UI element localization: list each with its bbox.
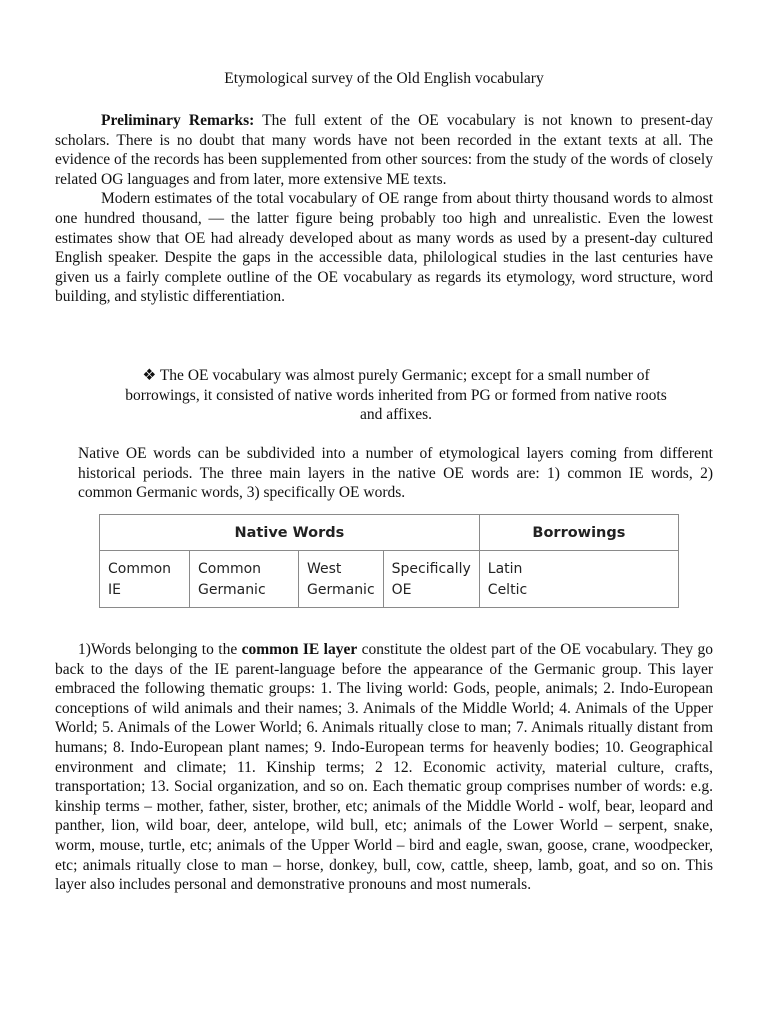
estimates-paragraph: Modern estimates of the total vocabulary of OE range from about thirty thousand words to almost one hundred thousand, — the latter figure being probably too high and unrealistic. Even the lowest estimates show that OE had already developed about as many words as used by a present-day cultured English speaker. Despite the gaps in the accessible data, philological studies in the last centuries have given us a fairly complete outline of the OE vocabulary as regards its etymology, word structure, word building, and stylistic differentiation. xyxy=(55,190,713,306)
bullet-line-3: and affixes. xyxy=(359,406,433,424)
cell-common-germanic: Common Germanic xyxy=(190,551,299,608)
table-header-row xyxy=(100,515,679,551)
bullet-note xyxy=(76,366,716,425)
cell-common-ie: Common IE xyxy=(100,551,190,608)
bullet-line-2: borrowings, it consisted of native words inherited from PG or formed from native roots xyxy=(125,386,667,404)
bullet-line-1: The OE vocabulary was almost purely Germanic; except for a small number of xyxy=(159,367,650,384)
page-title: Etymological survey of the Old English vocabulary xyxy=(224,70,544,87)
native-intro-paragraph: Native OE words can be subdivided into a number of etymological layers coming from different historical periods. The three main layers in the native OE words are: 1) common IE words, 2) common Germanic words, 3) specifically OE words. xyxy=(78,445,713,502)
cell-west-germanic: West Germanic xyxy=(299,551,384,608)
ie-layer-paragraph xyxy=(55,640,713,895)
ie-layer-text: constitute the oldest part of the OE vocabulary. They go back to the days of the IE parent-language before the appearance of the Germanic group. This layer embraced the following thematic groups: 1. The living world: Gods, people, animals; 2. Indo-European conceptions of wild animals and their names; 3. Animals of the Middle World; 4. Animals of the Upper World; 5. Animals of the Lower World; 6. Animals ritually close to man; 7. Animals ritually distant from humans; 8. Indo-European plant names; 9. Indo-European terms for heavenly bodies; 10. Geographical environment and climate; 11. Kinship terms; 2 12. Economic activity, material culture, crafts, transportation; 13. Social organization, and so on. Each thematic group comprises number of words: e.g. kinship terms – mother, father, sister, brother, etc; animals of the Middle World - wolf, bear, leopard and panther, lion, wild boar, deer, antelope, wild bull, etc; animals of the Lower World – serpent, snake, worm, mouse, turtle, etc; animals of the Upper World – bird and eagle, swan, goose, crane, woodpecker, etc; animals ritually close to man – horse, donkey, bull, cow, cattle, sheep, lamb, goat, and so on. This layer also includes personal and demonstrative pronouns and most numerals. xyxy=(55,641,713,894)
preliminary-paragraph xyxy=(55,111,713,189)
layers-table xyxy=(99,514,679,608)
table-row xyxy=(100,551,679,608)
ie-layer-lead: 1)Words belonging to the xyxy=(78,641,242,658)
ie-layer-section xyxy=(55,640,713,895)
header-native-words: Native Words xyxy=(100,515,480,551)
header-borrowings: Borrowings xyxy=(479,515,678,551)
preliminary-text: The full extent of the OE vocabulary is not known to present-day scholars. There is no doubt that many words have not been recorded in the extant texts at all. The evidence of the records has been supplemented from other sources: from the study of the words of closely related OG languages and from later, more extensive ME texts. xyxy=(55,112,713,188)
cell-borrowings: Latin Celtic xyxy=(479,551,678,608)
cell-specifically-oe: Specifically OE xyxy=(383,551,479,608)
ie-layer-term: common IE layer xyxy=(241,641,358,658)
preliminary-label: Preliminary Remarks: xyxy=(101,112,255,129)
diamond-bullet-icon: ❖ xyxy=(142,367,157,384)
preliminary-section xyxy=(55,111,713,307)
